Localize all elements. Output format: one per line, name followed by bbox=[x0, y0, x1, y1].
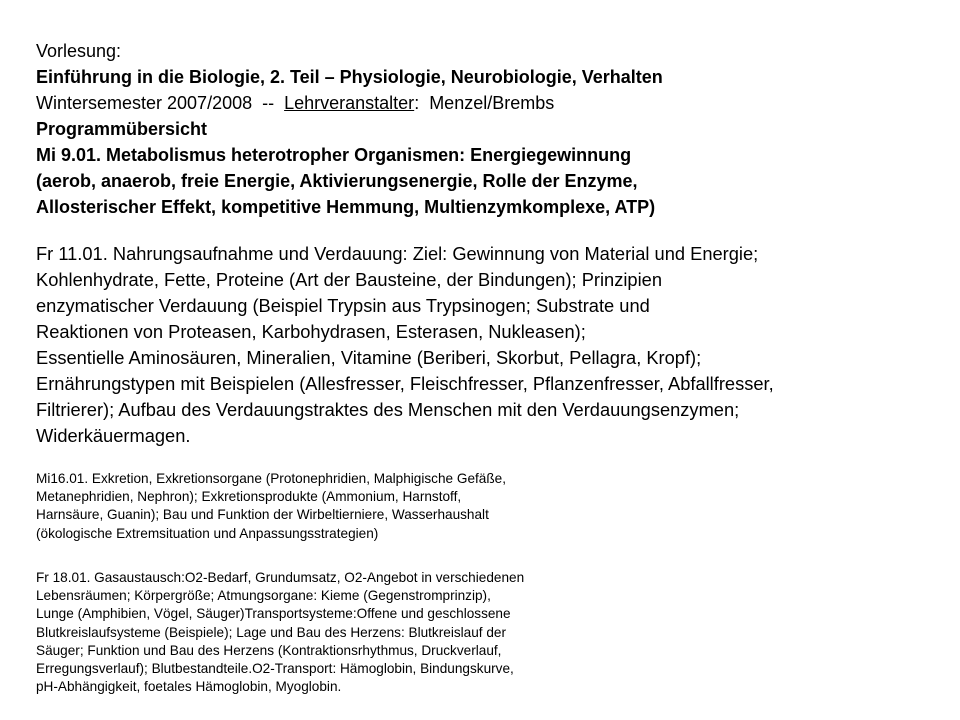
fr1101-line: Fr 11.01. Nahrungsaufnahme und Verdauung: Ziel: Gewinnung von Material und Energie; bbox=[36, 243, 759, 264]
header-section bbox=[36, 38, 663, 220]
mi0901-line: (aerob, anaerob, freie Energie, Aktivierungsenergie, Rolle der Enzyme, bbox=[36, 171, 638, 191]
mi1601-line: Metanephridien, Nephron); Exkretionsprodukte (Ammonium, Harnstoff, bbox=[36, 489, 462, 505]
fr1101-line: Widerkäuermagen. bbox=[36, 425, 191, 446]
fr1801-line: Erregungsverlauf); Blutbestandteile.O2-Transport: Hämoglobin, Bindungskurve, bbox=[36, 661, 514, 677]
mi1601-line: Harnsäure, Guanin); Bau und Funktion der Wirbeltierniere, Wasserhaushalt bbox=[36, 507, 489, 523]
fr1101-line: Essentielle Aminosäuren, Mineralien, Vitamine (Beriberi, Skorbut, Pellagra, Kropf); bbox=[36, 347, 702, 368]
mi1601-line: Mi16.01. Exkretion, Exkretionsorgane (Protonephridien, Malphigische Gefäße, bbox=[36, 471, 506, 486]
fr1101-line: enzymatischer Verdauung (Beispiel Trypsin aus Trypsinogen; Substrate und bbox=[36, 295, 650, 316]
semester-line bbox=[36, 90, 663, 116]
fr1101-section bbox=[36, 241, 941, 449]
mi0901-line: Mi 9.01. Metabolismus heterotropher Organismen: Energiegewinnung bbox=[36, 145, 632, 165]
fr1801-line: Lunge (Amphibien, Vögel, Säuger)Transportsysteme:Offene und geschlossene bbox=[36, 606, 511, 622]
course-title: Einführung in die Biologie, 2. Teil – Physiologie, Neurobiologie, Verhalten bbox=[36, 67, 663, 87]
mi0901-line: Allosterischer Effekt, kompetitive Hemmung, Multienzymkomplexe, ATP) bbox=[36, 197, 656, 217]
lecturer-names: : Menzel/Brembs bbox=[414, 93, 555, 113]
fr1801-line: Fr 18.01. Gasaustausch:O2-Bedarf, Grundumsatz, O2-Angebot in verschiedenen bbox=[36, 570, 525, 585]
fr1801-line: pH-Abhängigkeit, foetales Hämoglobin, Myoglobin. bbox=[36, 679, 342, 695]
fr1801-line: Blutkreislaufsysteme (Beispiele); Lage und Bau des Herzens: Blutkreislauf der bbox=[36, 624, 506, 640]
semester-prefix: Wintersemester 2007/2008 -- bbox=[36, 93, 285, 113]
fr1101-line: Reaktionen von Proteasen, Karbohydrasen, Esterasen, Nukleasen); bbox=[36, 321, 586, 342]
fr1801-line: Säuger; Funktion und Bau des Herzens (Kontraktionsrhythmus, Druckverlauf, bbox=[36, 642, 502, 658]
fr1801-section bbox=[36, 569, 524, 696]
mi1601-line: (ökologische Extremsituation und Anpassungsstrategien) bbox=[36, 525, 379, 541]
vorlesung-label: Vorlesung: bbox=[36, 41, 122, 61]
lecturer-label: Lehrveranstalter bbox=[284, 93, 415, 113]
mi1601-section bbox=[36, 470, 506, 543]
fr1801-line: Lebensräumen; Körpergröße; Atmungsorgane: Kieme (Gegenstromprinzip), bbox=[36, 588, 491, 604]
program-overview-heading: Programmübersicht bbox=[36, 119, 208, 139]
fr1101-line: Ernährungstypen mit Beispielen (Allesfresser, Fleischfresser, Pflanzenfresser, Abfallfresser, bbox=[36, 373, 774, 394]
fr1101-line: Filtrierer); Aufbau des Verdauungstraktes des Menschen mit den Verdauungsenzymen; bbox=[36, 399, 740, 420]
fr1101-line: Kohlenhydrate, Fette, Proteine (Art der Bausteine, der Bindungen); Prinzipien bbox=[36, 269, 662, 290]
